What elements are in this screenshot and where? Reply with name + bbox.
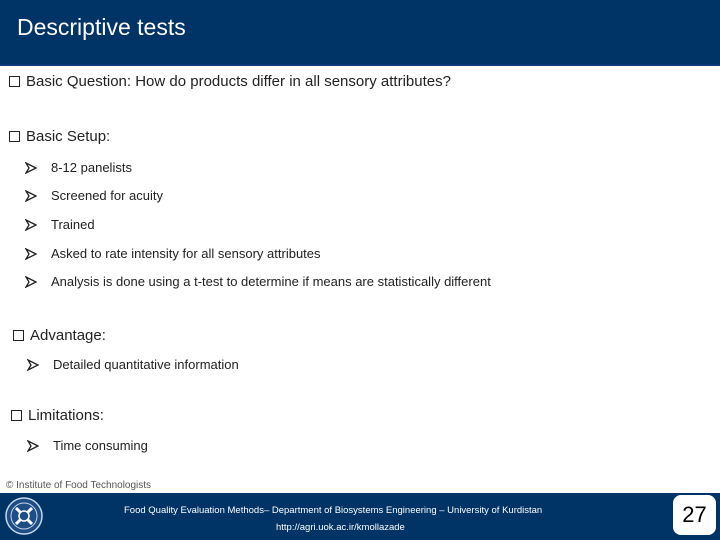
footer-url[interactable]: http://agri.uok.ac.ir/kmollazade [276,522,405,533]
list-item [27,357,239,372]
section-basic-question [9,73,451,90]
arrow-bullet-icon [25,248,39,260]
arrow-bullet-icon [25,219,39,231]
list-item [25,246,321,261]
list-item-text: Time consuming [53,438,148,453]
list-item-text: Trained [51,217,95,232]
slide-title: Descriptive tests [17,14,186,40]
list-item-text: Detailed quantitative information [53,357,239,372]
footer-department: Food Quality Evaluation Methods– Department of Biosystems Engineering – University of Kurdistan [124,505,543,516]
checkbox-bullet-icon [9,131,20,142]
footer-bar [0,493,720,540]
copyright-notice: © Institute of Food Technologists [6,480,152,491]
list-item-text: Screened for acuity [51,188,164,203]
page-number: 27 [673,495,716,535]
list-item [25,217,95,232]
list-item [25,274,491,289]
list-item-text: 8-12 panelists [51,160,132,175]
section-limitations [11,407,104,424]
checkbox-bullet-icon [11,410,22,421]
arrow-bullet-icon [27,440,41,452]
arrow-bullet-icon [25,276,39,288]
list-item [25,160,132,175]
checkbox-bullet-icon [13,330,24,341]
section-advantage [13,327,106,344]
section-label: Basic Setup: [26,128,111,145]
list-item [27,438,148,453]
arrow-bullet-icon [25,190,39,202]
list-item [25,188,163,203]
university-logo-icon [4,496,44,536]
section-label: Limitations: [28,407,104,424]
title-bar [0,0,720,66]
arrow-bullet-icon [25,162,39,174]
section-basic-setup [9,128,110,145]
section-label: Basic Question: How do products differ in all sensory attributes? [26,73,451,90]
list-item-text: Asked to rate intensity for all sensory attributes [51,246,321,261]
checkbox-bullet-icon [9,76,20,87]
list-item-text: Analysis is done using a t-test to determine if means are statistically different [51,274,491,289]
arrow-bullet-icon [27,359,41,371]
section-label: Advantage: [30,327,106,344]
